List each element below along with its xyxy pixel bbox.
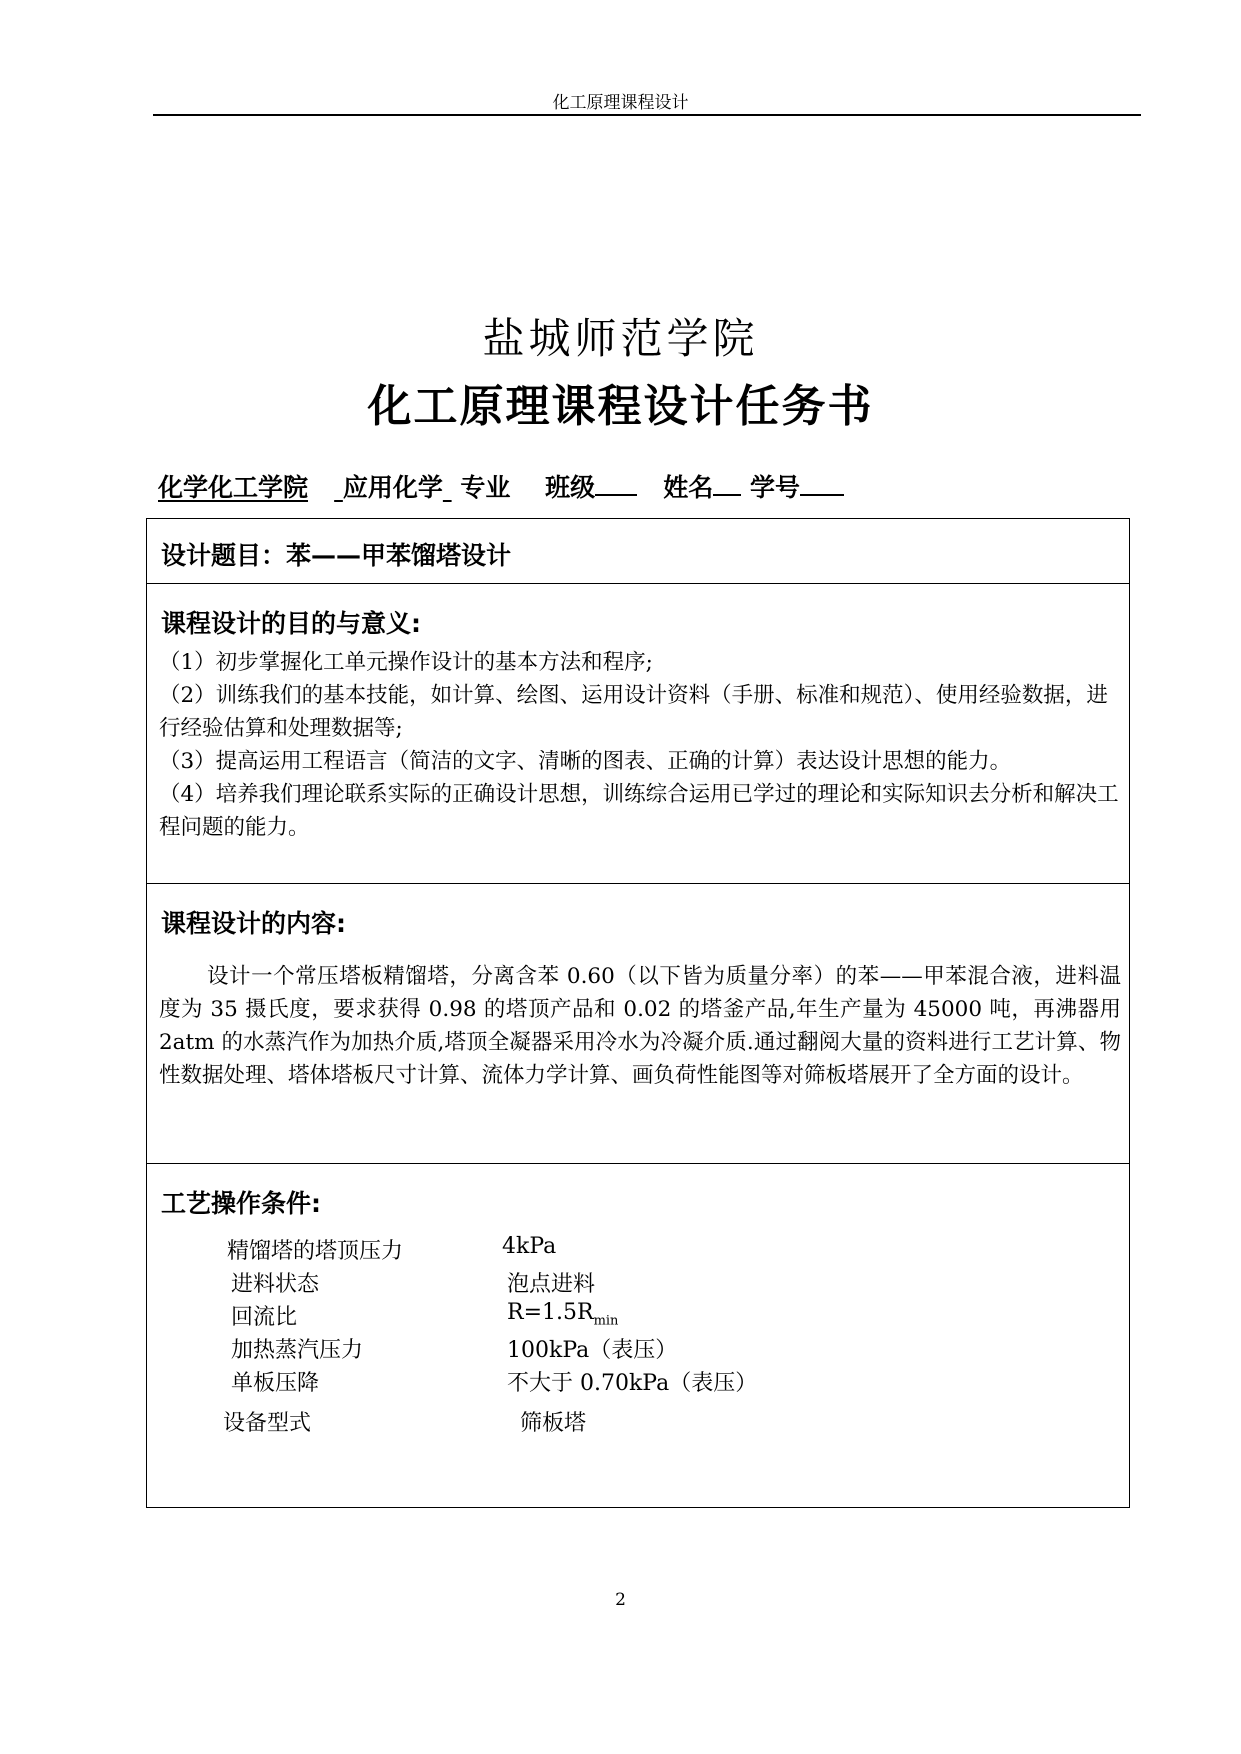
topic-row <box>147 519 1129 583</box>
conditions-row <box>147 1163 1129 1507</box>
condition-label: 进料状态 <box>231 1272 320 1297</box>
purpose-item: （2）训练我们的基本技能，如计算、绘图、运用设计资料（手册、标准和规范）、使用经验数据，进行经验估算和处理数据等; <box>159 683 1108 741</box>
condition-value <box>507 1300 618 1328</box>
major-suffix: 专业 <box>460 473 511 502</box>
id-blank <box>800 470 844 496</box>
purpose-item: （4）培养我们理论联系实际的正确设计思想，训练综合运用已学过的理论和实际知识去分析和解决工程问题的能力。 <box>159 782 1119 840</box>
major-name <box>334 468 451 504</box>
condition-label: 单板压降 <box>231 1371 320 1396</box>
condition-value: 100kPa（表压） <box>507 1338 678 1363</box>
condition-label: 精馏塔的塔顶压力 <box>227 1239 404 1264</box>
condition-value: 泡点进料 <box>507 1272 596 1297</box>
school-name: 盐城师范学院 <box>482 314 759 363</box>
content-title: 课程设计的内容: <box>161 909 346 938</box>
content-paragraph: 设计一个常压塔板精馏塔，分离含苯 0.60（以下皆为质量分率）的苯——甲苯混合液，进料温度为 35 摄氏度，要求获得 0.98 的塔顶产品和 0.02 的塔釜产品,年生产量为 45000 吨，再沸器用 2atm 的水蒸汽作为加热介质,塔顶全凝器采用冷水为冷凝介质.通过翻阅大量的资料进行工艺计算、物性数据处理、塔体塔板尺寸计算、流体力学计算、画负荷性能图等对筛板塔展开了全方面的设计。 <box>159 964 1121 1088</box>
purpose-row <box>147 583 1129 883</box>
college-name: 化学化工学院 <box>158 473 309 502</box>
name-blank <box>713 470 741 496</box>
running-header: 化工原理课程设计 <box>552 93 689 113</box>
topic-title: 设计题目：苯——甲苯馏塔设计 <box>161 541 512 570</box>
page-number: 2 <box>615 1590 626 1610</box>
condition-label: 设备型式 <box>223 1411 312 1436</box>
reflux-ratio-main: R=1.5R <box>507 1300 594 1325</box>
condition-value: 筛板塔 <box>520 1411 587 1436</box>
class-label: 班级 <box>545 473 596 502</box>
purpose-item: （1）初步掌握化工单元操作设计的基本方法和程序; <box>159 650 653 675</box>
header-rule <box>153 114 1141 116</box>
condition-label: 加热蒸汽压力 <box>231 1338 364 1363</box>
condition-value: 4kPa <box>502 1234 557 1259</box>
name-label: 姓名 <box>663 473 714 502</box>
conditions-title: 工艺操作条件: <box>161 1189 321 1218</box>
student-info-line <box>158 468 844 504</box>
purpose-list <box>159 646 1121 844</box>
reflux-ratio-sub: min <box>593 1313 619 1329</box>
purpose-title: 课程设计的目的与意义: <box>161 609 421 638</box>
id-label: 学号 <box>750 473 801 502</box>
condition-value: 不大于 0.70kPa（表压） <box>507 1371 758 1396</box>
document-title: 化工原理课程设计任务书 <box>367 381 874 432</box>
class-blank <box>595 470 637 496</box>
major-value: 应用化学 <box>342 473 443 502</box>
purpose-item: （3）提高运用工程语言（简洁的文字、清晰的图表、正确的计算）表达设计思想的能力。 <box>159 749 1012 774</box>
task-table <box>146 518 1130 1508</box>
content-row <box>147 883 1129 1163</box>
condition-label: 回流比 <box>231 1305 298 1330</box>
